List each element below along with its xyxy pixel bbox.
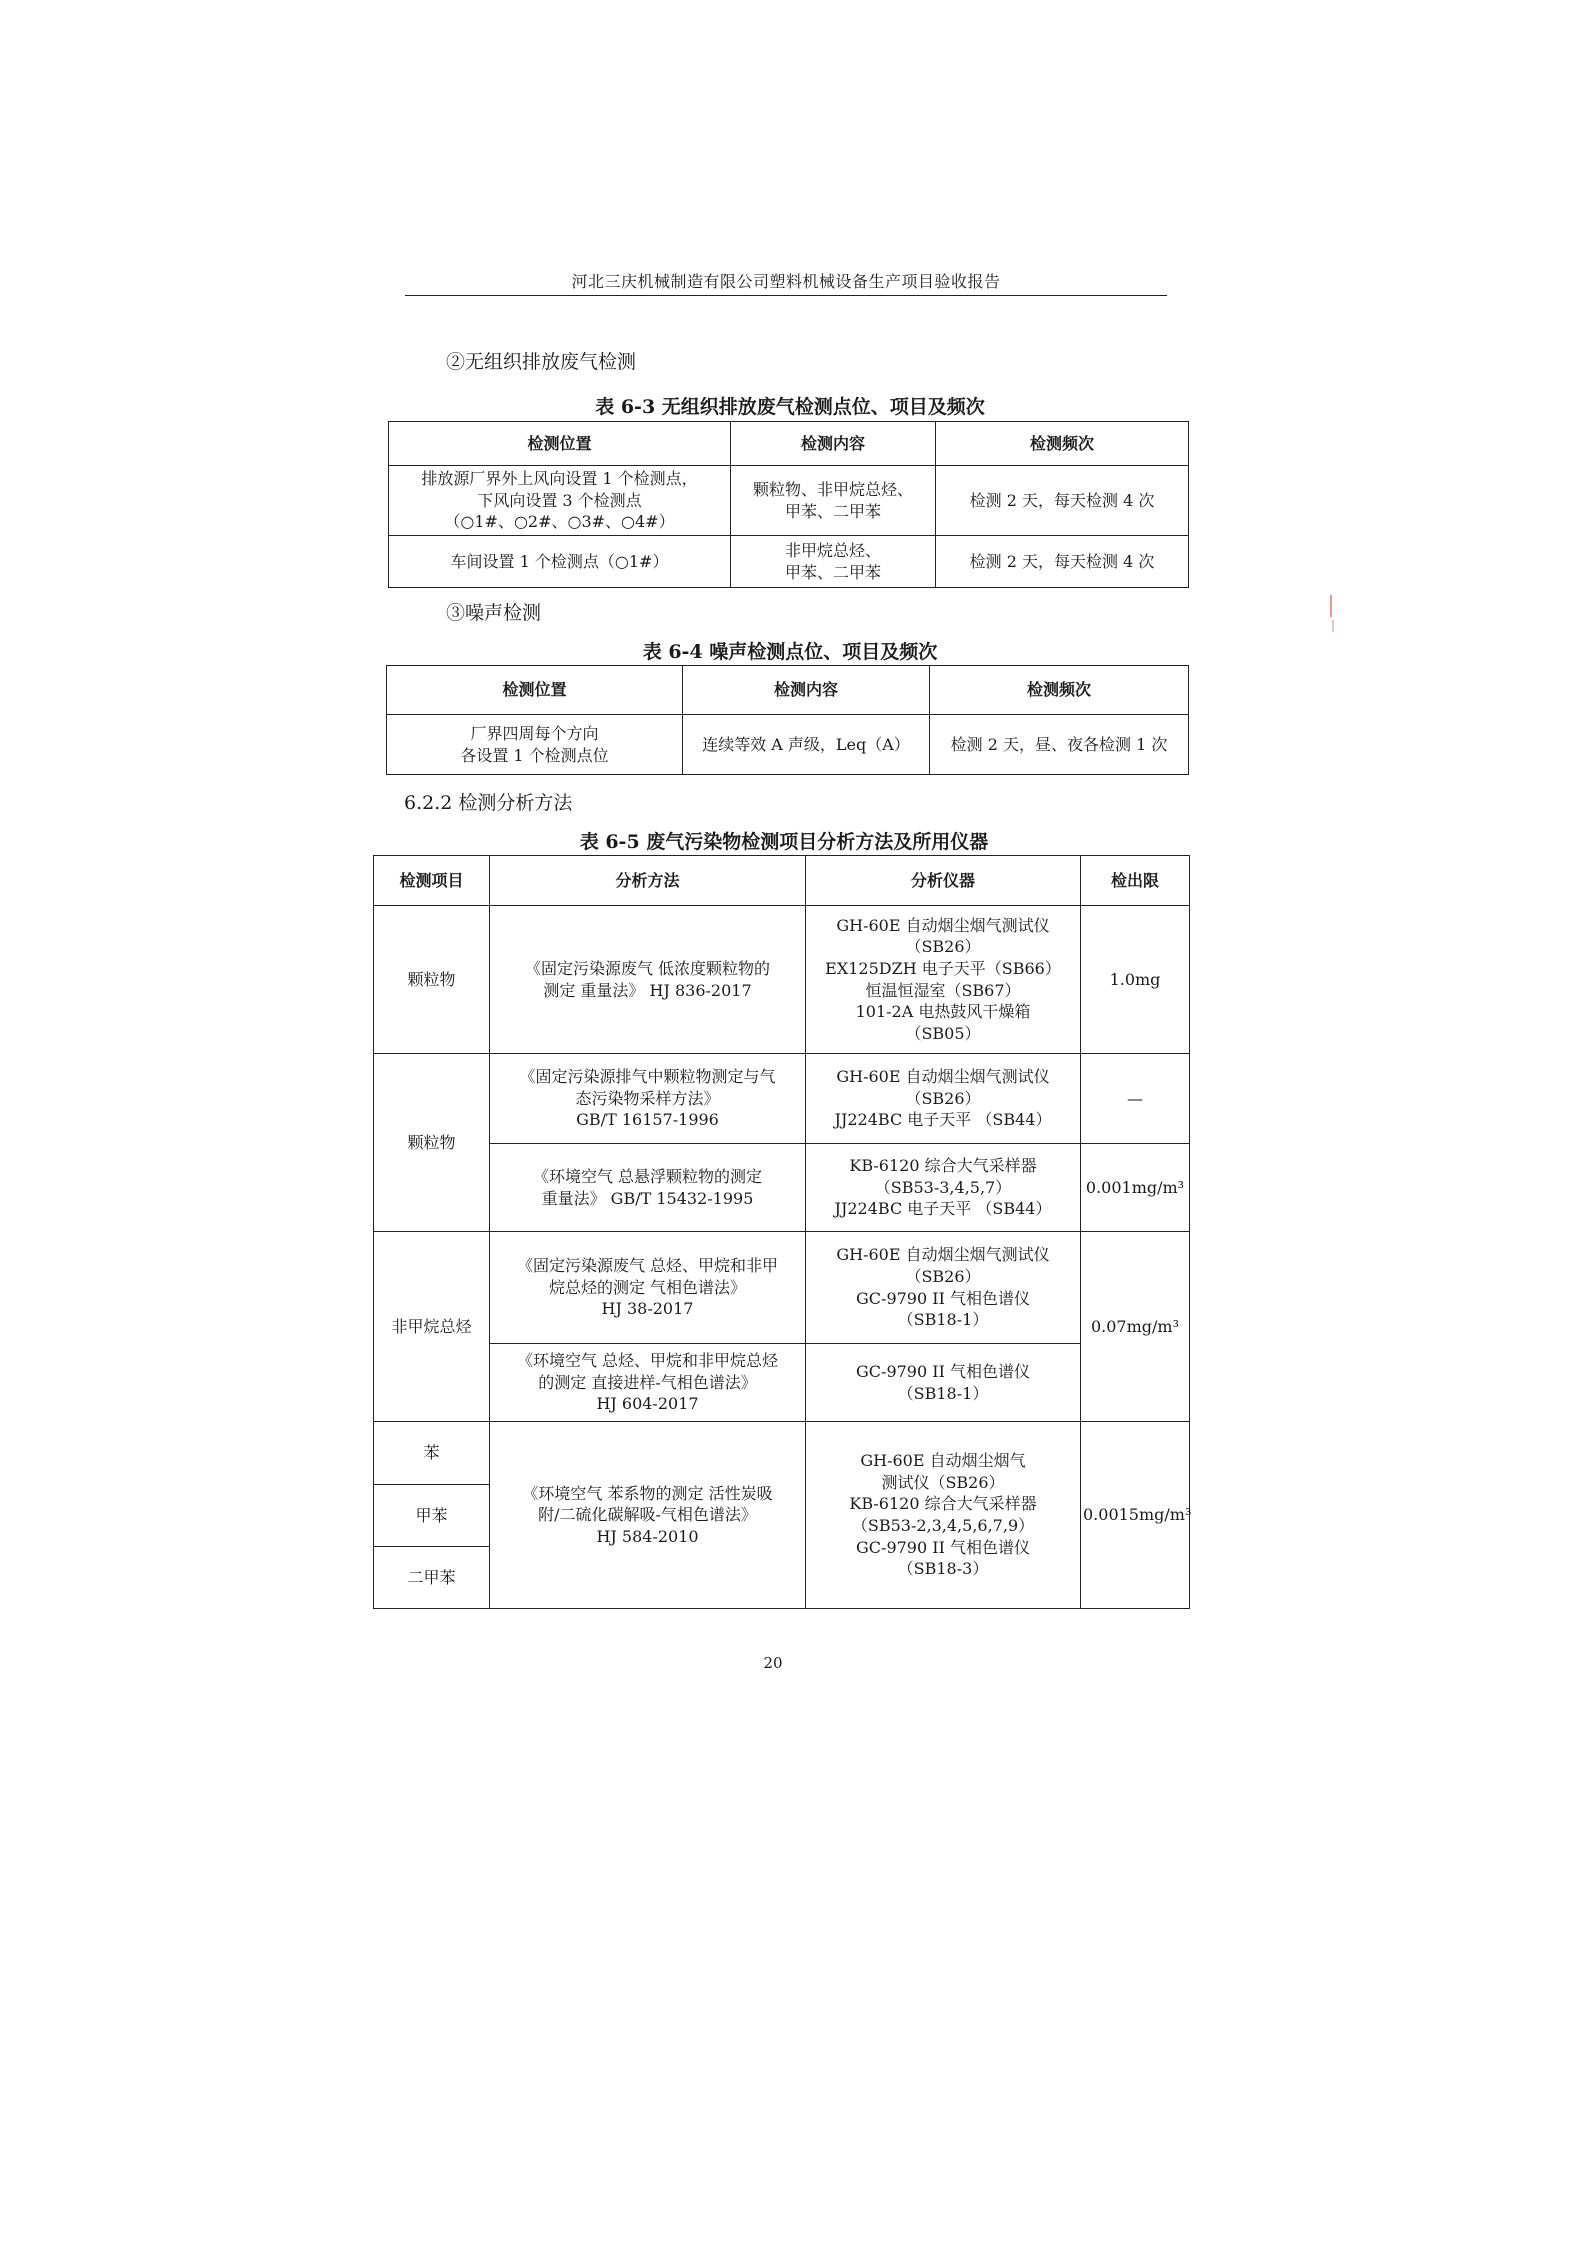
- method-cell: 《环境空气 总烃、甲烷和非甲烷总烃 的测定 直接进样-气相色谱法》 HJ 604-2017: [490, 1344, 806, 1422]
- content-cell: 颗粒物、非甲烷总烃、 甲苯、二甲苯: [731, 466, 936, 536]
- column-header: 检测位置: [389, 422, 731, 466]
- column-header: 分析仪器: [806, 856, 1081, 906]
- content-cell: 非甲烷总烃、 甲苯、二甲苯: [731, 536, 936, 588]
- table-6-4: [386, 665, 1189, 775]
- header-divider: [405, 295, 1167, 296]
- limit-cell: —: [1081, 1054, 1190, 1144]
- scan-artifact: [1332, 620, 1334, 632]
- table-6-5: [373, 855, 1190, 1609]
- method-cell: 《固定污染源废气 低浓度颗粒物的 测定 重量法》 HJ 836-2017: [490, 906, 806, 1054]
- method-cell: 《环境空气 苯系物的测定 活性炭吸 附/二硫化碳解吸-气相色谱法》 HJ 584-2010: [490, 1422, 806, 1609]
- section-title-fugitive: ②无组织排放废气检测: [446, 351, 637, 373]
- column-header: 检测项目: [374, 856, 490, 906]
- table-6-3: [388, 421, 1189, 588]
- table-row: [374, 906, 1190, 1054]
- frequency-cell: 检测 2 天，昼、夜各检测 1 次: [930, 715, 1189, 775]
- table-row: [387, 715, 1189, 775]
- column-header: 分析方法: [490, 856, 806, 906]
- item-cell: 颗粒物: [374, 906, 490, 1054]
- column-header: 检测频次: [936, 422, 1189, 466]
- column-header: 检出限: [1081, 856, 1190, 906]
- table-6-3-caption: 表 6-3 无组织排放废气检测点位、项目及频次: [595, 396, 985, 418]
- section-title-analysis-methods: 6.2.2 检测分析方法: [404, 792, 573, 814]
- table-row: [374, 1232, 1190, 1344]
- method-cell: 《环境空气 总悬浮颗粒物的测定 重量法》 GB/T 15432-1995: [490, 1144, 806, 1232]
- position-cell: 排放源厂界外上风向设置 1 个检测点， 下风向设置 3 个检测点 （○1#、○2#、○3#、○4#）: [389, 466, 731, 536]
- item-cell: 二甲苯: [374, 1547, 490, 1609]
- method-cell: 《固定污染源废气 总烃、甲烷和非甲 烷总烃的测定 气相色谱法》 HJ 38-2017: [490, 1232, 806, 1344]
- item-cell: 非甲烷总烃: [374, 1232, 490, 1422]
- table-6-5-caption: 表 6-5 废气污染物检测项目分析方法及所用仪器: [579, 831, 989, 853]
- instrument-cell: GH-60E 自动烟尘烟气测试仪 （SB26） JJ224BC 电子天平 （SB44）: [806, 1054, 1081, 1144]
- table-row: [374, 1054, 1190, 1144]
- column-header: 检测内容: [683, 666, 930, 715]
- column-header: 检测位置: [387, 666, 683, 715]
- table-row: [374, 1344, 1190, 1422]
- page-number: 20: [763, 1654, 783, 1672]
- limit-cell: 0.07mg/m³: [1081, 1232, 1190, 1422]
- instrument-cell: KB-6120 综合大气采样器 （SB53-3,4,5,7） JJ224BC 电子天平 （SB44）: [806, 1144, 1081, 1232]
- limit-cell: 0.001mg/m³: [1081, 1144, 1190, 1232]
- report-header: 河北三庆机械制造有限公司塑料机械设备生产项目验收报告: [571, 272, 1001, 291]
- table-row: [389, 466, 1189, 536]
- instrument-cell: GH-60E 自动烟尘烟气测试仪 （SB26） GC-9790 II 气相色谱仪 （SB18-1）: [806, 1232, 1081, 1344]
- instrument-cell: GH-60E 自动烟尘烟气测试仪 （SB26） EX125DZH 电子天平（SB66） 恒温恒湿室（SB67） 101-2A 电热鼓风干燥箱 （SB05）: [806, 906, 1081, 1054]
- position-cell: 厂界四周每个方向 各设置 1 个检测点位: [387, 715, 683, 775]
- scan-artifact: [1330, 595, 1332, 617]
- item-cell: 甲苯: [374, 1485, 490, 1547]
- item-cell: 苯: [374, 1422, 490, 1485]
- limit-cell: 1.0mg: [1081, 906, 1190, 1054]
- column-header: 检测内容: [731, 422, 936, 466]
- table-row: [374, 1422, 1190, 1485]
- limit-cell: 0.0015mg/m³: [1081, 1422, 1190, 1609]
- frequency-cell: 检测 2 天，每天检测 4 次: [936, 466, 1189, 536]
- position-cell: 车间设置 1 个检测点（○1#）: [389, 536, 731, 588]
- section-title-noise: ③噪声检测: [446, 602, 542, 624]
- instrument-cell: GC-9790 II 气相色谱仪 （SB18-1）: [806, 1344, 1081, 1422]
- item-cell: 颗粒物: [374, 1054, 490, 1232]
- instrument-cell: GH-60E 自动烟尘烟气 测试仪（SB26） KB-6120 综合大气采样器 （SB53-2,3,4,5,6,7,9） GC-9790 II 气相色谱仪 （SB18-3）: [806, 1422, 1081, 1609]
- column-header: 检测频次: [930, 666, 1189, 715]
- table-row: [389, 536, 1189, 588]
- table-row: [374, 1144, 1190, 1232]
- content-cell: 连续等效 A 声级，Leq（A）: [683, 715, 930, 775]
- table-6-4-caption: 表 6-4 噪声检测点位、项目及频次: [642, 641, 938, 663]
- method-cell: 《固定污染源排气中颗粒物测定与气 态污染物采样方法》 GB/T 16157-1996: [490, 1054, 806, 1144]
- frequency-cell: 检测 2 天，每天检测 4 次: [936, 536, 1189, 588]
